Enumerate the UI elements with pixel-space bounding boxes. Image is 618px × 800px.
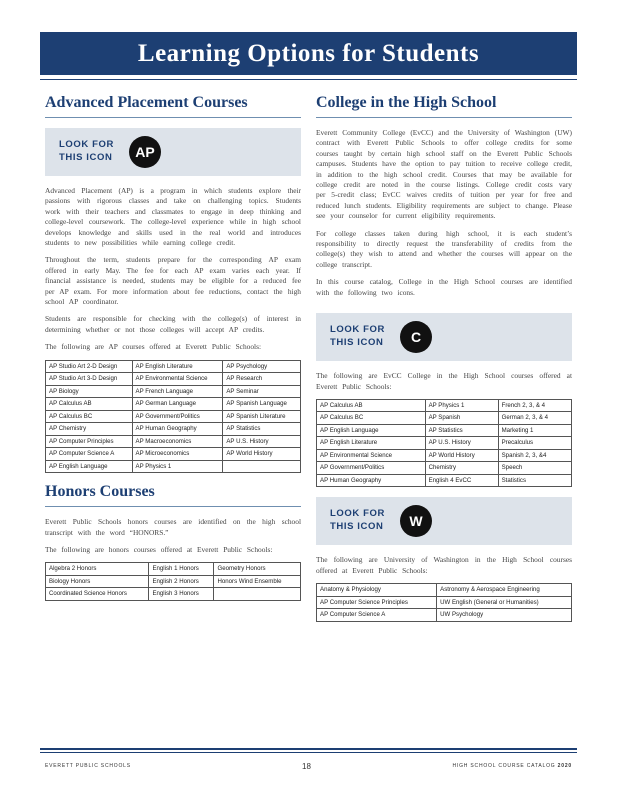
ap-paragraph-2: Throughout the term, students prepare for the corresponding AP exam offered in early May. The fee for each AP exam varies each year. If financial assistance is needed, students may be eligible for a reduced fee per AP exam. For more information about fee reductions, contact the high school AP coordinator. — [45, 255, 301, 307]
uw-table-intro: The following are University of Washington in the High School courses offered at Everett Public Schools: — [316, 555, 572, 575]
table-cell: AP U.S. History — [223, 435, 301, 448]
table-row — [317, 474, 572, 487]
table-cell: Precalculus — [498, 437, 571, 450]
honors-heading-rule — [45, 506, 301, 507]
table-cell — [214, 588, 301, 601]
table-cell: AP Spanish Language — [223, 398, 301, 411]
table-row — [46, 448, 301, 461]
honors-paragraph-1: Everett Public Schools honors courses are identified on the high school transcript with the word “HONORS.” — [45, 517, 301, 537]
table-cell: Anatomy & Physiology — [317, 584, 437, 597]
table-cell: AP Macroeconomics — [132, 435, 223, 448]
table-cell: English 1 Honors — [149, 563, 214, 576]
evcc-look-for-box — [316, 313, 572, 361]
footer-year: 2020 — [557, 763, 572, 769]
table-cell: AP Statistics — [425, 424, 498, 437]
table-cell: AP English Literature — [317, 437, 426, 450]
table-row — [317, 449, 572, 462]
table-row — [317, 462, 572, 475]
table-cell: UW Psychology — [437, 609, 572, 622]
table-cell: AP French Language — [132, 385, 223, 398]
ap-heading: Advanced Placement Courses — [45, 94, 248, 111]
evcc-table-intro: The following are EvCC College in the High School courses offered at Everett Public Schools: — [316, 371, 572, 391]
table-cell: AP Calculus BC — [317, 412, 426, 425]
table-row — [46, 423, 301, 436]
table-cell: AP English Language — [46, 460, 133, 473]
table-cell: AP Computer Principles — [46, 435, 133, 448]
table-row — [46, 460, 301, 473]
table-cell: AP Chemistry — [46, 423, 133, 436]
table-cell: AP Calculus BC — [46, 410, 133, 423]
table-cell: AP Computer Science Principles — [317, 596, 437, 609]
table-cell: AP Seminar — [223, 385, 301, 398]
table-row — [46, 385, 301, 398]
table-cell: AP Human Geography — [317, 474, 426, 487]
table-cell: AP Computer Science A — [46, 448, 133, 461]
table-cell: AP Spanish — [425, 412, 498, 425]
table-cell: AP U.S. History — [425, 437, 498, 450]
table-cell: AP Studio Art 3-D Design — [46, 373, 133, 386]
table-cell: AP Environmental Science — [317, 449, 426, 462]
table-cell: Coordinated Science Honors — [46, 588, 149, 601]
ap-look-for-label: LOOK FOR THIS ICON — [59, 139, 114, 163]
table-row — [317, 596, 572, 609]
table-row — [317, 399, 572, 412]
table-cell: AP Studio Art 2-D Design — [46, 360, 133, 373]
left-column — [45, 94, 301, 611]
table-cell: AP Computer Science A — [317, 609, 437, 622]
table-row — [46, 410, 301, 423]
table-cell: Statistics — [498, 474, 571, 487]
table-row — [317, 424, 572, 437]
honors-courses-table — [45, 562, 301, 601]
table-cell: Algebra 2 Honors — [46, 563, 149, 576]
ap-paragraph-3: Students are responsible for checking with the college(s) of interest in determining whether or not those colleges will accept AP credits. — [45, 314, 301, 334]
table-cell: AP Human Geography — [132, 423, 223, 436]
chs-paragraph-1: Everett Community College (EvCC) and the University of Washington (UW) contract with Everett Public Schools to offer college credits for some courses taught by certain high school staff on the Everett Public Schools campuses. Students have the option to pay tuition to receive college credit, in addition to the high school credit. Courses that may be available for college credit are noted in the course listings. College credit costs vary per 5-credit class; EvCC waives credits of tuition per year for free and reduced lunch students. Eligibility requirements are subject to change. Please see your counselor for current eligibility requirements. — [316, 128, 572, 221]
chs-heading-rule — [316, 117, 572, 118]
ap-courses-table — [45, 360, 301, 474]
ap-look-for-box — [45, 128, 301, 176]
table-cell: AP Microeconomics — [132, 448, 223, 461]
uw-courses-table — [316, 583, 572, 622]
footer-rules — [40, 748, 577, 753]
table-cell: Speech — [498, 462, 571, 475]
evcc-look-for-label: LOOK FOR THIS ICON — [330, 324, 385, 349]
table-row — [46, 563, 301, 576]
chs-paragraph-2: For college classes taken during high school, it is each student’s responsibility to directly request the transferability of credits from the college(s) they wish to attend and whether the courses will appear on the college transcript. — [316, 228, 572, 269]
honors-heading: Honors Courses — [45, 483, 155, 501]
table-cell: AP Statistics — [223, 423, 301, 436]
table-cell: AP World History — [223, 448, 301, 461]
table-cell: English 3 Honors — [149, 588, 214, 601]
table-cell: English 4 EvCC — [425, 474, 498, 487]
table-cell: AP Calculus AB — [46, 398, 133, 411]
table-row — [46, 398, 301, 411]
table-cell: AP English Language — [317, 424, 426, 437]
table-cell: AP Research — [223, 373, 301, 386]
table-row — [46, 360, 301, 373]
table-cell: AP Biology — [46, 385, 133, 398]
table-row — [317, 412, 572, 425]
footer-right-text — [453, 763, 572, 769]
table-cell: Spanish 2, 3, &4 — [498, 449, 571, 462]
table-cell: AP Psychology — [223, 360, 301, 373]
honors-paragraph-2: The following are honors courses offered at Everett Public Schools: — [45, 545, 273, 554]
ap-icon: AP — [129, 136, 161, 168]
right-column — [316, 94, 572, 632]
table-row — [317, 437, 572, 450]
table-cell — [223, 460, 301, 473]
table-row — [317, 584, 572, 597]
ap-heading-rule — [45, 117, 301, 118]
table-cell: AP Calculus AB — [317, 399, 426, 412]
table-cell: Astronomy & Aerospace Engineering — [437, 584, 572, 597]
table-cell: AP Government/Politics — [317, 462, 426, 475]
table-row — [46, 435, 301, 448]
page-banner: Learning Options for Students — [40, 32, 577, 75]
table-cell: UW English (General or Humanities) — [437, 596, 572, 609]
table-row — [317, 609, 572, 622]
table-row — [46, 575, 301, 588]
table-cell: Biology Honors — [46, 575, 149, 588]
ap-paragraph-1: Advanced Placement (AP) is a program in which students explore their passions with rigorous classes and take on challenging topics. Students work with their teachers and classmates to engage in deep thinking and college-level coursework. The college-level experience while in high school develops knowledge and skills used in the real world and introduces students to new possibilities while earning college credit. — [45, 186, 301, 248]
table-cell: Honors Wind Ensemble — [214, 575, 301, 588]
table-cell: Marketing 1 — [498, 424, 571, 437]
chs-paragraph-3: In this course catalog, College in the High School courses are identified with the following two icons. — [316, 277, 572, 297]
table-cell: AP Spanish Literature — [223, 410, 301, 423]
chs-heading: College in the High School — [316, 94, 497, 111]
table-cell: AP Physics 1 — [425, 399, 498, 412]
evcc-courses-table — [316, 399, 572, 488]
uw-icon: W — [400, 505, 432, 537]
table-cell: AP Physics 1 — [132, 460, 223, 473]
ap-table-intro: The following are AP courses offered at Everett Public Schools: — [45, 342, 262, 352]
uw-look-for-box — [316, 497, 572, 545]
table-cell: AP World History — [425, 449, 498, 462]
banner-underline — [40, 79, 577, 80]
table-cell: AP Government/Politics — [132, 410, 223, 423]
table-row — [46, 588, 301, 601]
table-cell: AP English Literature — [132, 360, 223, 373]
table-cell: AP Environmental Science — [132, 373, 223, 386]
footer-left-text: EVERETT PUBLIC SCHOOLS — [45, 763, 131, 769]
table-cell: German 2, 3, & 4 — [498, 412, 571, 425]
page-number: 18 — [302, 762, 311, 771]
table-cell: Chemistry — [425, 462, 498, 475]
table-cell: French 2, 3, & 4 — [498, 399, 571, 412]
table-cell: English 2 Honors — [149, 575, 214, 588]
footer-catalog-label: HIGH SCHOOL COURSE CATALOG — [452, 763, 556, 769]
table-cell: AP German Language — [132, 398, 223, 411]
table-cell: Geometry Honors — [214, 563, 301, 576]
table-row — [46, 373, 301, 386]
evcc-icon: C — [400, 321, 432, 353]
uw-look-for-label: LOOK FOR THIS ICON — [330, 508, 385, 533]
